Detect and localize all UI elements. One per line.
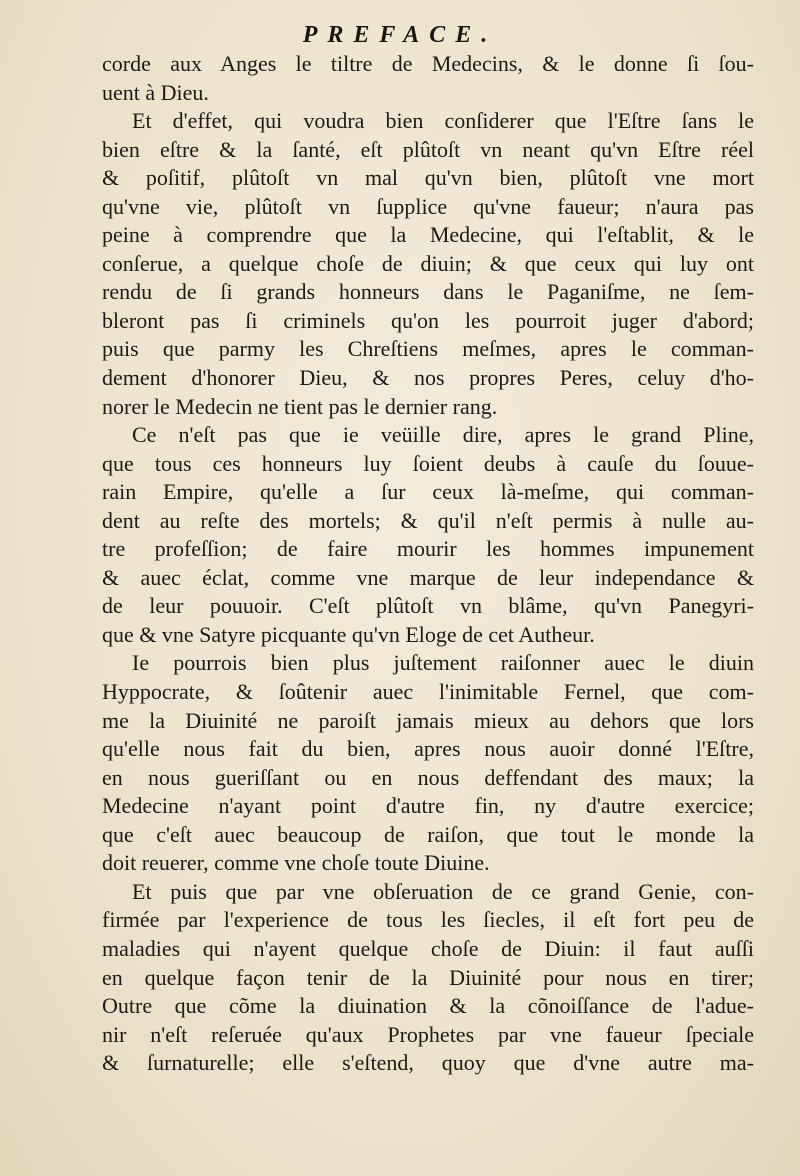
text-line: de leur pouuoir. C'eſt plûtoſt vn blâme, qu'vn Panegyri- xyxy=(102,593,754,619)
text-line: rain Empire, qu'elle a ſur ceux là-meſme, qui comman- xyxy=(102,479,754,505)
text-line: norer le Medecin ne tient pas le dernier rang. xyxy=(102,393,498,419)
text-line: dent au reſte des mortels; & qu'il n'eſt permis à nulle au- xyxy=(102,507,754,533)
text-line: qu'vne vie, plûtoſt vn ſupplice qu'vne faueur; n'aura pas xyxy=(102,193,754,219)
text-line: doit reuerer, comme vne choſe toute Diuine. xyxy=(102,850,490,876)
text-line: & poſitif, plûtoſt vn mal qu'vn bien, plûtoſt vne mort xyxy=(102,165,754,191)
text-line: rendu de ſi grands honneurs dans le Paganiſme, ne ſem- xyxy=(102,279,754,305)
text-line: que tous ces honneurs luy ſoient deubs à cauſe du ſouue- xyxy=(102,450,754,476)
text-line: & ſurnaturelle; elle s'eſtend, quoy que d'vne autre ma- xyxy=(102,1050,754,1076)
text-line: & auec éclat, comme vne marque de leur independance & xyxy=(102,564,754,590)
text-line: Et d'effet, qui voudra bien conſiderer que l'Eſtre ſans le xyxy=(132,108,754,134)
text-line: nir n'eſt reſeruée qu'aux Prophetes par vne faueur ſpeciale xyxy=(102,1021,754,1047)
text-line: en nous gueriſſant ou en nous deffendant des maux; la xyxy=(102,764,754,790)
text-line: firmée par l'experience de tous les ſiecles, il eſt fort peu de xyxy=(102,907,754,933)
text-line: que & vne Satyre picquante qu'vn Eloge de cet Autheur. xyxy=(102,621,595,647)
text-line: maladies qui n'ayent quelque choſe de Diuin: il faut auſſi xyxy=(102,935,754,961)
text-line: en quelque façon tenir de la Diuinité pour nous en tirer; xyxy=(102,964,754,990)
text-line: puis que parmy les Chreſtiens meſmes, apres le comman- xyxy=(102,336,754,362)
text-line: Hyppocrate, & ſoûtenir auec l'inimitable Fernel, que com- xyxy=(102,679,754,705)
text-line: que c'eſt auec beaucoup de raiſon, que tout le monde la xyxy=(102,821,754,847)
text-line: tre profeſſion; de faire mourir les hommes impunement xyxy=(102,536,754,562)
text-line: Ie pourrois bien plus juſtement raiſonner auec le diuin xyxy=(132,650,754,676)
text-line: bien eſtre & la ſanté, eſt plûtoſt vn neant qu'vn Eſtre réel xyxy=(102,136,754,162)
text-line: Outre que cõme la diuination & la cõnoiſſance de l'adue- xyxy=(102,993,754,1019)
text-line: me la Diuinité ne paroiſt jamais mieux au dehors que lors xyxy=(102,707,754,733)
text-line: corde aux Anges le tiltre de Medecins, & le donne ſi ſou- xyxy=(102,51,754,76)
text-line: dement d'honorer Dieu, & nos propres Peres, celuy d'ho- xyxy=(102,365,754,391)
text-line: Et puis que par vne obſeruation de ce grand Genie, con- xyxy=(132,878,754,904)
text-line: uent à Dieu. xyxy=(102,79,209,105)
text-line: qu'elle nous fait du bien, apres nous auoir donné l'Eſtre, xyxy=(102,736,754,762)
text-line: peine à comprendre que la Medecine, qui l'eſtablit, & le xyxy=(102,222,754,248)
page-body-text xyxy=(102,50,754,1078)
text-line: conſerue, a quelque choſe de diuin; & que ceux qui luy ont xyxy=(102,250,754,276)
text-line: Medecine n'ayant point d'autre fin, ny d'autre exercice; xyxy=(102,793,754,819)
text-line: Ce n'eſt pas que ie veüille dire, apres le grand Pline, xyxy=(132,422,754,448)
text-line: bleront pas ſi criminels qu'on les pourroit juger d'abord; xyxy=(102,307,754,333)
page-header: PREFACE. xyxy=(302,22,498,48)
